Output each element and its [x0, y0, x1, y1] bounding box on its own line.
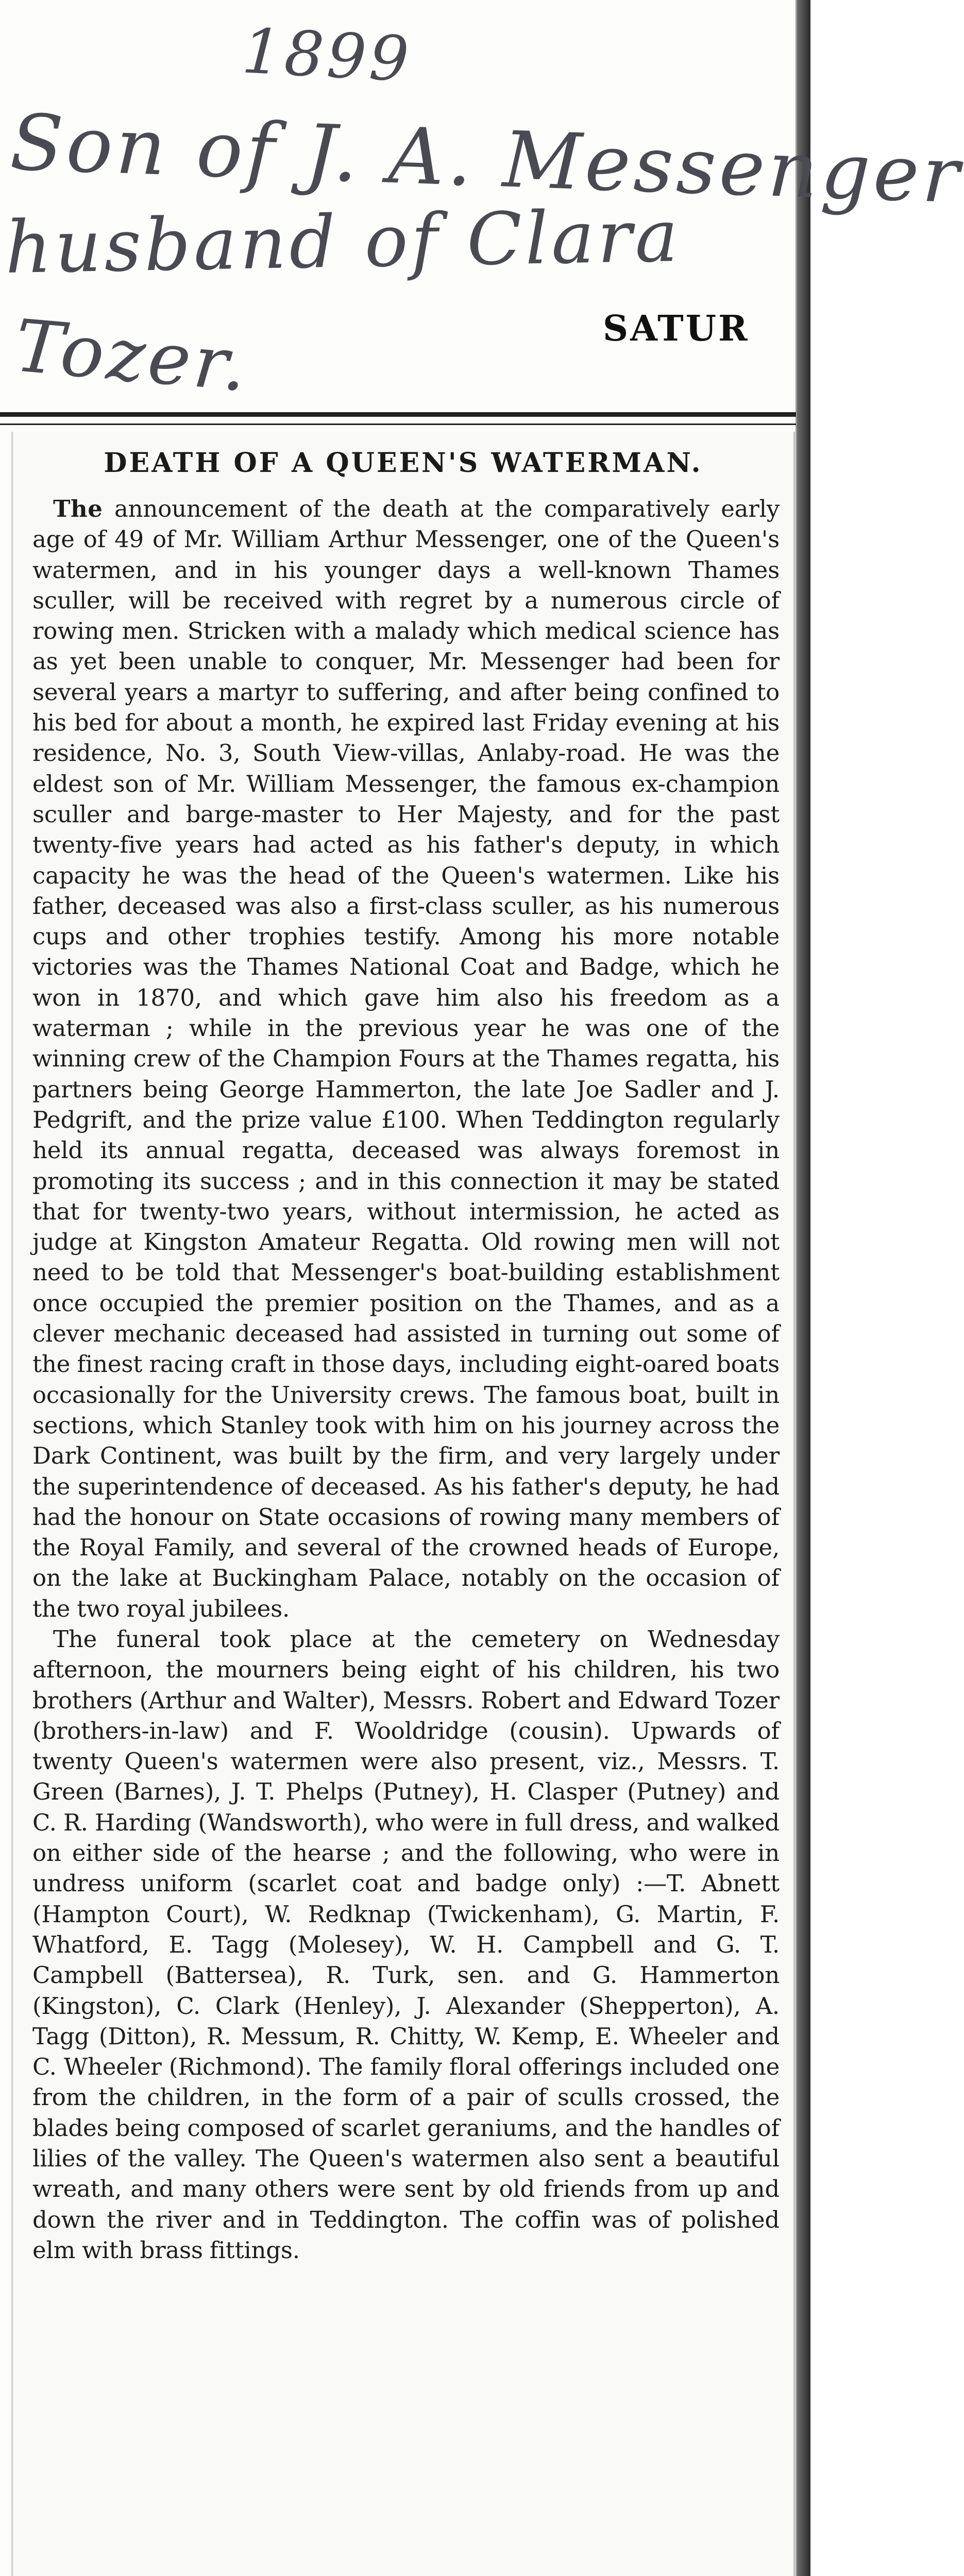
masthead-rule-thin: [0, 423, 796, 425]
article-clipping: [11, 432, 795, 2576]
article-paragraph-1-text: announcement of the death at the comparatively early age of 49 of Mr. William Arthur Messenger, one of the Queen's watermen, and in his younger days a well-known Thames sculler, will be received with regret by a numerous circle of rowing men. Stricken with a malady which medical science has as yet been unable to conquer, Mr. Messenger had been for several years a martyr to suffering, and after being confined to his bed for about a month, he expired last Friday evening at his residence, No. 3, South View-villas, Anlaby-road. He was the eldest son of Mr. William Messenger, the famous ex-champion sculler and barge-master to Her Majesty, and for the past twenty-five years had acted as his father's deputy, in which capacity he was the head of the Queen's watermen. Like his father, deceased was also a first-class sculler, as his numerous cups and other trophies testify. Among his more notable victories was the Thames National Coat and Badge, which he won in 1870, and which gave him also his freedom as a waterman ; while in the previous year he was one of the winning crew of the Champion Fours at the Thames regatta, his partners being George Hammerton, the late Joe Sadler and J. Pedgrift, and the prize value £100. When Teddington regularly held its annual regatta, deceased was always foremost in promoting its success ; and in this connection it may be stated that for twenty-two years, without intermission, he acted as judge at Kingston Amateur Regatta. Old rowing men will not need to be told that Messenger's boat-building establishment once occupied the premier position on the Thames, and as a clever mechanic deceased had assisted in turning out some of the finest racing craft in those days, including eight-oared boats occasionally for the University crews. The famous boat, built in sections, which Stanley took with him on his journey across the Dark Continent, was built by the firm, and very largely under the superintendence of deceased. As his father's deputy, he had had the honour on State occasions of rowing many members of the Royal Family, and several of the crowned heads of Europe, on the lake at Buckingham Palace, notably on the occasion of the two royal jubilees.: [32, 495, 780, 1622]
handwritten-year: 1899: [240, 15, 414, 96]
article-body: [32, 494, 780, 2265]
article-lead-word: The: [53, 495, 103, 522]
handwritten-line-husband-of: husband of Clara: [4, 194, 682, 290]
newspaper-masthead-fragment: SATUR: [603, 308, 750, 349]
article-paragraph-2: The funeral took place at the cemetery on Wednesday afternoon, the mourners being eight of his children, his two brothers (Arthur and Walter), Messrs. Robert and Edward Tozer (brothers-in-law) and F. Wooldridge (cousin). Upwards of twenty Queen's watermen were also present, viz., Messrs. T. Green (Barnes), J. T. Phelps (Putney), H. Clasper (Putney) and C. R. Harding (Wandsworth), who were in full dress, and walked on either side of the hearse ; and the following, who were in undress uniform (scarlet coat and badge only) :—T. Abnett (Hampton Court), W. Redknap (Twickenham), G. Martin, F. Whatford, E. Tagg (Molesey), W. H. Campbell and G. T. Campbell (Battersea), R. Turk, sen. and G. Hammerton (Kingston), C. Clark (Henley), J. Alexander (Shepperton), A. Tagg (Ditton), R. Messum, R. Chitty, W. Kemp, E. Wheeler and C. Wheeler (Richmond). The family floral offerings included one from the children, in the form of a pair of sculls crossed, the blades being composed of scarlet geraniums, and the handles of lilies of the valley. The Queen's watermen also sent a beautiful wreath, and many others were sent by old friends from up and down the river and in Teddington. The coffin was of polished elm with brass fittings.: [32, 1625, 780, 2264]
handwritten-line-son-of: Son of J. A. Messenger: [8, 98, 964, 221]
page-edge-strip: [797, 0, 810, 2576]
handwritten-line-surname: Tozer.: [11, 304, 253, 409]
article-headline: DEATH OF A QUEEN'S WATERMAN.: [104, 447, 703, 479]
article-paragraph-1: [32, 494, 780, 1624]
masthead-rule-thick: [0, 412, 796, 417]
